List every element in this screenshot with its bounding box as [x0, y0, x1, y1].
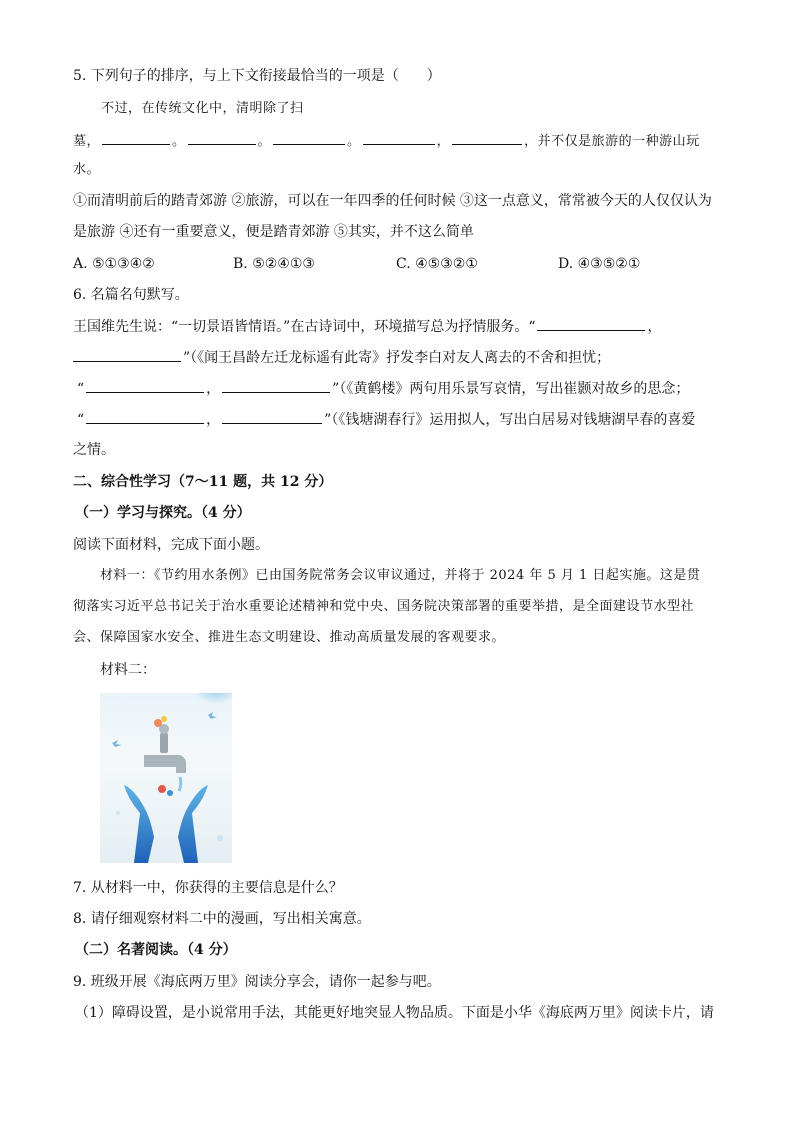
q6-stem: 6. 名篇名句默写。: [73, 287, 189, 303]
q5-stem: 5. 下列句子的排序，与上下文衔接最恰当的一项是（ ）: [73, 68, 441, 84]
q5-passage-start: 墓，: [73, 134, 101, 149]
q6-line1: [73, 316, 661, 337]
material1-line3: 会、保障国家水安全、推进生态文明建设、推动高质量发展的客观要求。: [73, 630, 506, 645]
q6-blank-1[interactable]: [537, 316, 645, 331]
right-hand: [178, 785, 208, 863]
q5-sentences-line2: 是旅游 ④还有一重要意义，便是踏青郊游 ⑤其实，并不这么简单: [73, 224, 474, 240]
q5-option-d[interactable]: D. ④③⑤②①: [558, 256, 641, 272]
section2-title: 二、综合性学习（7～11 题，共 12 分）: [73, 474, 333, 490]
q6-line4-open: “: [77, 412, 85, 428]
q5-blank-5[interactable]: [452, 130, 522, 145]
q6-line4: [77, 409, 695, 430]
water-drop: [179, 777, 181, 791]
q5-sep-4: ，: [436, 134, 451, 149]
poster-illustration: [100, 693, 232, 863]
q6-line3-mid: ，: [206, 381, 221, 397]
q5-blank-2[interactable]: [188, 130, 256, 145]
section2-intro: 阅读下面材料，完成下面小题。: [73, 537, 269, 553]
q6-blank-6[interactable]: [222, 409, 322, 424]
section2-part2-title: （二）名著阅读。（4 分）: [75, 942, 237, 958]
q6-blank-3[interactable]: [86, 378, 204, 393]
q5-sep-1: 。: [172, 134, 186, 149]
q5-passage-line2: [73, 130, 700, 152]
q6-blank-4[interactable]: [222, 378, 330, 393]
q6-line2: [73, 347, 610, 368]
material1-line2: 彻落实习近平总书记关于治水重要论述精神和党中央、国务院决策部署的重要举措，是全面建设节水型社: [73, 599, 695, 614]
q7-text: 7. 从材料一中，你获得的主要信息是什么？: [73, 880, 343, 896]
faucet-body: [144, 755, 186, 773]
water-saving-poster-image: [100, 693, 232, 863]
q5-sep-2: 。: [257, 134, 272, 149]
q6-line1-end: ，: [647, 319, 662, 335]
faucet-handle: [160, 733, 168, 753]
q5-blank-4[interactable]: [363, 130, 435, 145]
q6-line3: [77, 378, 689, 399]
leaf-icon: [158, 785, 166, 793]
q6-blank-5[interactable]: [86, 409, 204, 424]
q5-option-a[interactable]: A. ⑤①③④②: [73, 256, 155, 272]
q8-text: 8. 请仔细观察材料二中的漫画，写出相关寓意。: [73, 911, 371, 927]
q5-option-b[interactable]: B. ⑤②④①③: [233, 256, 315, 272]
q5-blank-1[interactable]: [102, 130, 170, 145]
q6-line2-text: ”（《闻王昌龄左迁龙标遥有此寄》抒发李白对友人离去的不舍和担忧；: [183, 350, 611, 366]
bird-icon-left: [112, 740, 122, 747]
left-hand: [124, 785, 154, 863]
q5-option-c[interactable]: C. ④⑤③②①: [396, 256, 478, 272]
q6-line5: 之情。: [73, 442, 115, 458]
section2-part1-title: （一）学习与探究。（4 分）: [75, 505, 251, 521]
q6-line3-text: ”（《黄鹤楼》两句用乐景写哀情，写出崔颢对故乡的思念；: [332, 381, 690, 397]
q6-line1-text: 王国维先生说：“一切景语皆情语。”在古诗词中，环境描写总为抒情服务。“: [73, 319, 536, 335]
q6-blank-2[interactable]: [73, 347, 181, 362]
q5-sentences-line1: ①而清明前后的踏青郊游 ②旅游，可以在一年四季的任何时候 ③这一点意义，常常被今天的人仅仅认为: [73, 193, 712, 209]
q9-1-text: （1）障碍设置，是小说常用手法，其能更好地突显人物品质。下面是小华《海底两万里》阅读卡片，请: [75, 1005, 714, 1021]
material2-label: 材料二：: [100, 662, 156, 678]
q5-passage-line3: 水。: [73, 162, 101, 177]
q6-line4-mid: ，: [206, 412, 221, 428]
q5-sep-3: 。: [347, 134, 361, 149]
material1-line1: 材料一：《节约用水条例》已由国务院常务会议审议通过，并将于 2024 年 5 月 1 日起实施。这是贯: [100, 568, 701, 583]
splash-top-right: [194, 693, 232, 715]
q6-line4-text: ”（《钱塘湖春行》运用拟人，写出白居易对钱塘湖早春的喜爱: [324, 412, 696, 428]
q5-passage-end: ，并不仅是旅游的一种游山玩: [524, 134, 700, 149]
q9-text: 9. 班级开展《海底两万里》阅读分享会，请你一起参与吧。: [73, 974, 441, 990]
q5-blank-3[interactable]: [273, 130, 345, 145]
q6-line3-open: “: [77, 381, 85, 397]
q5-passage-line1: 不过，在传统文化中，清明除了扫: [101, 101, 304, 116]
flower-icon: [154, 719, 162, 727]
